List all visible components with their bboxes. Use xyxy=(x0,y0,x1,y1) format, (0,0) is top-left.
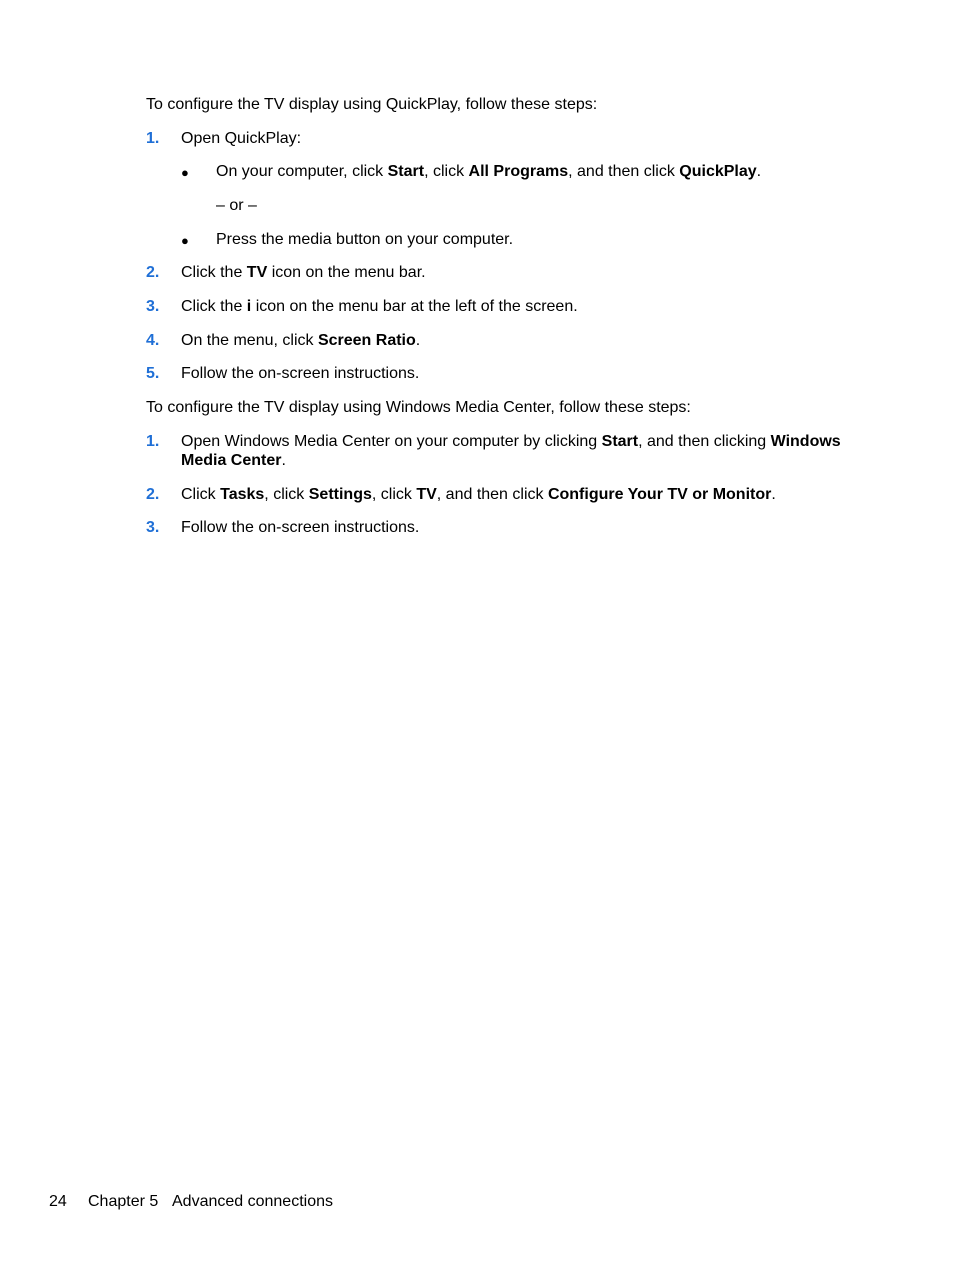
text-run: . xyxy=(415,332,421,349)
ui-term: Configure Your TV or Monitor xyxy=(547,486,772,503)
text-run: , click xyxy=(264,486,309,503)
step-text xyxy=(181,432,841,451)
step-text: Follow the on-screen instructions. xyxy=(181,519,420,536)
wmc-intro: To configure the TV display using Windows Media Center, follow these steps: xyxy=(146,399,691,416)
ui-term: TV xyxy=(246,264,268,281)
step-text xyxy=(181,297,578,316)
page-number: 24 xyxy=(49,1193,67,1210)
text-run: icon on the menu bar at the left of the screen. xyxy=(251,298,578,315)
ui-term: TV xyxy=(416,486,437,503)
ui-term: All Programs xyxy=(468,163,569,180)
bullet-icon: ● xyxy=(181,165,189,180)
text-run: Click the xyxy=(181,264,247,281)
step-number: 2. xyxy=(146,486,160,503)
ui-term: Tasks xyxy=(220,486,265,503)
text-run: On the menu, click xyxy=(181,332,318,349)
step-text xyxy=(181,485,776,504)
text-run: , and then click xyxy=(436,486,548,503)
text-run: , click xyxy=(424,163,469,180)
text-run: Click the xyxy=(181,298,247,315)
step-number: 2. xyxy=(146,264,160,281)
text-run: . xyxy=(771,486,776,503)
ui-term: Media Center xyxy=(181,452,282,469)
step-number: 4. xyxy=(146,332,160,349)
ui-term: Start xyxy=(601,433,639,450)
bullet-icon: ● xyxy=(181,233,189,248)
or-separator: – or – xyxy=(216,197,257,214)
bullet-text xyxy=(216,162,761,181)
ui-term: i xyxy=(246,298,252,315)
text-run: Click xyxy=(181,486,221,503)
bullet-text: Press the media button on your computer. xyxy=(216,231,514,248)
step-text xyxy=(181,263,426,282)
step-text: Follow the on-screen instructions. xyxy=(181,365,420,382)
quickplay-intro: To configure the TV display using QuickPlay, follow these steps: xyxy=(146,96,598,113)
step-number: 3. xyxy=(146,298,160,315)
step-text-continued xyxy=(181,451,286,470)
text-run: , and then click xyxy=(568,163,680,180)
ui-term: Windows xyxy=(770,433,841,450)
chapter-label: Chapter 5 xyxy=(88,1193,159,1210)
step-number: 3. xyxy=(146,519,160,536)
text-run: . xyxy=(756,163,762,180)
text-run: . xyxy=(281,452,286,469)
ui-term: Screen Ratio xyxy=(317,332,416,349)
chapter-title: Advanced connections xyxy=(172,1193,333,1210)
step-text: Open QuickPlay: xyxy=(181,130,302,147)
text-run: icon on the menu bar. xyxy=(267,264,426,281)
ui-term: QuickPlay xyxy=(679,163,757,180)
step-number: 1. xyxy=(146,130,160,147)
text-run: On your computer, click xyxy=(216,163,388,180)
text-run: , click xyxy=(371,486,417,503)
step-text xyxy=(181,331,420,350)
step-number: 5. xyxy=(146,365,160,382)
text-run: , and then clicking xyxy=(638,433,771,450)
step-number: 1. xyxy=(146,433,160,450)
text-run: Open Windows Media Center on your computer by clicking xyxy=(181,433,602,450)
ui-term: Start xyxy=(387,163,425,180)
ui-term: Settings xyxy=(308,486,372,503)
